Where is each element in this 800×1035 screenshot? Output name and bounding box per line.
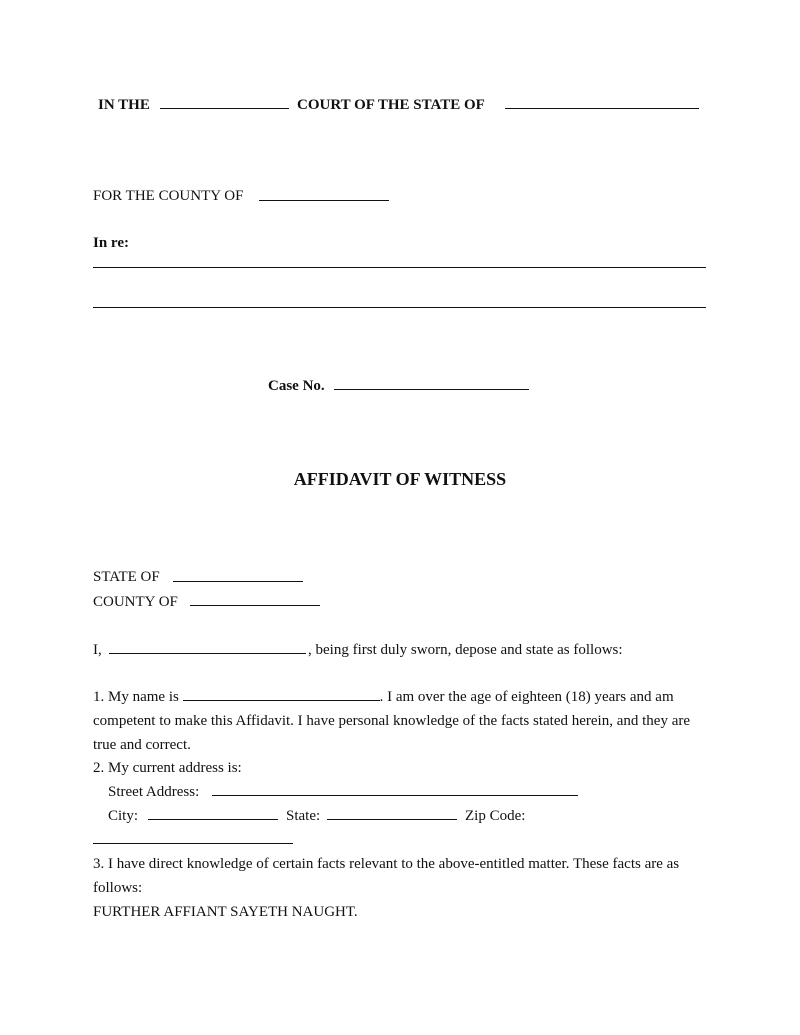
county-name-blank[interactable]: [259, 200, 389, 201]
intro-prefix: I,: [93, 642, 102, 658]
item-1-suffix: . I am over the age of eighteen (18) years and am competent to make this Affidavit. I have personal knowledge of the facts stated herein, and they are true and correct.: [93, 689, 691, 753]
city-label: City:: [108, 808, 139, 824]
state-label: State:: [286, 808, 321, 824]
venue-county-blank[interactable]: [190, 605, 320, 606]
venue-state-blank[interactable]: [173, 581, 303, 582]
county-of-label: COUNTY OF: [93, 594, 178, 610]
in-re-line-1[interactable]: [93, 267, 706, 268]
for-county-label: FOR THE COUNTY OF: [93, 188, 244, 204]
state-of-label: STATE OF: [93, 569, 160, 585]
in-re-label: In re:: [93, 235, 129, 251]
city-blank[interactable]: [148, 819, 278, 820]
street-address-blank[interactable]: [212, 795, 578, 796]
item-1-prefix: 1. My name is: [93, 689, 179, 705]
street-address-label: Street Address:: [108, 784, 200, 800]
case-no-blank[interactable]: [334, 389, 529, 390]
affiant-name-blank[interactable]: [109, 653, 306, 654]
document-title: AFFIDAVIT OF WITNESS: [293, 469, 507, 489]
state-blank[interactable]: [327, 819, 457, 820]
state-name-blank[interactable]: [505, 108, 699, 109]
item-1-paragraph: [93, 685, 708, 757]
item-3-paragraph: 3. I have direct knowledge of certain facts relevant to the above-entitled matter. These facts are as follows:: [93, 856, 680, 896]
court-name-blank[interactable]: [160, 108, 289, 109]
in-re-line-2[interactable]: [93, 307, 706, 308]
in-the-label: IN THE: [98, 97, 150, 113]
my-name-blank[interactable]: [183, 688, 380, 701]
item-2-label: 2. My current address is:: [93, 760, 242, 776]
zip-code-blank[interactable]: [93, 843, 293, 844]
court-of-state-label: COURT OF THE STATE OF: [297, 97, 485, 113]
case-no-label: Case No.: [268, 378, 325, 394]
zip-code-label: Zip Code:: [465, 808, 526, 824]
closing-statement: FURTHER AFFIANT SAYETH NAUGHT.: [93, 904, 358, 920]
intro-suffix: , being first duly sworn, depose and state as follows:: [308, 642, 623, 658]
